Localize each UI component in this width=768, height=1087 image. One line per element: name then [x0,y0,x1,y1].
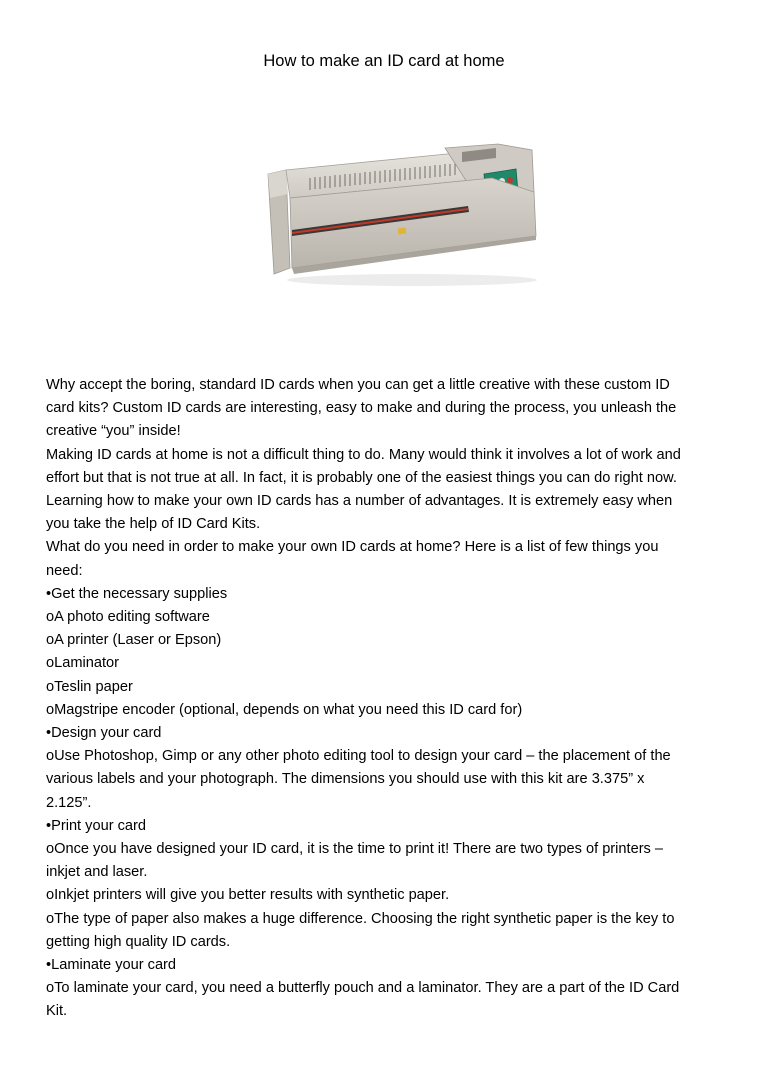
list-item: oA printer (Laser or Epson) [46,632,222,649]
control-knob [507,177,513,183]
text-line: effort but that is not true at all. In fact, it is probably one of the easiest things you can do right now. [46,469,677,486]
list-item: oTo laminate your card, you need a butterfly pouch and a laminator. They are a part of the ID Card [46,980,680,997]
text-line: you take the help of ID Card Kits. [46,516,261,533]
text-line: What do you need in order to make your own ID cards at home? Here is a list of few things you [46,539,659,556]
list-item: various labels and your photograph. The dimensions you should use with this kit are 3.375” x [46,771,645,788]
text-line: creative “you” inside! [46,423,181,440]
laminator-shadow [287,274,537,286]
laminator-image [262,140,544,290]
list-item: oLaminator [46,655,120,672]
list-heading: •Design your card [46,725,162,742]
list-heading: •Print your card [46,817,147,834]
list-item: oA photo editing software [46,609,210,626]
list-item: oUse Photoshop, Gimp or any other photo editing tool to design your card – the placement of the [46,748,671,765]
list-item: oThe type of paper also makes a huge difference. Choosing the right synthetic paper is the key to [46,910,675,927]
list-item: inkjet and laser. [46,864,148,881]
article-body [46,374,726,1024]
text-line: card kits? Custom ID cards are interesting, easy to make and during the process, you unleash the [46,400,677,417]
list-item: oOnce you have designed your ID card, it is the time to print it! There are two types of printers – [46,841,664,858]
text-line: need: [46,562,83,579]
list-item: oInkjet printers will give you better results with synthetic paper. [46,887,450,904]
list-item: Kit. [46,1003,68,1020]
list-item: oTeslin paper [46,678,133,695]
text-line: Making ID cards at home is not a difficult thing to do. Many would think it involves a lot of work and [46,446,681,463]
left-cap-top [268,170,288,198]
text-line: Why accept the boring, standard ID cards when you can get a little creative with these custom ID [46,377,670,393]
laminator-illustration [262,140,544,290]
list-item: oMagstripe encoder (optional, depends on what you need this ID card for) [46,701,523,718]
list-heading: •Laminate your card [46,957,177,974]
page-title: How to make an ID card at home [263,52,505,70]
text-line: Learning how to make your own ID cards has a number of advantages. It is extremely easy when [46,493,673,510]
list-heading: •Get the necessary supplies [46,585,228,602]
list-item: getting high quality ID cards. [46,933,231,950]
warning-label [398,228,407,235]
list-item: 2.125”. [46,794,92,811]
